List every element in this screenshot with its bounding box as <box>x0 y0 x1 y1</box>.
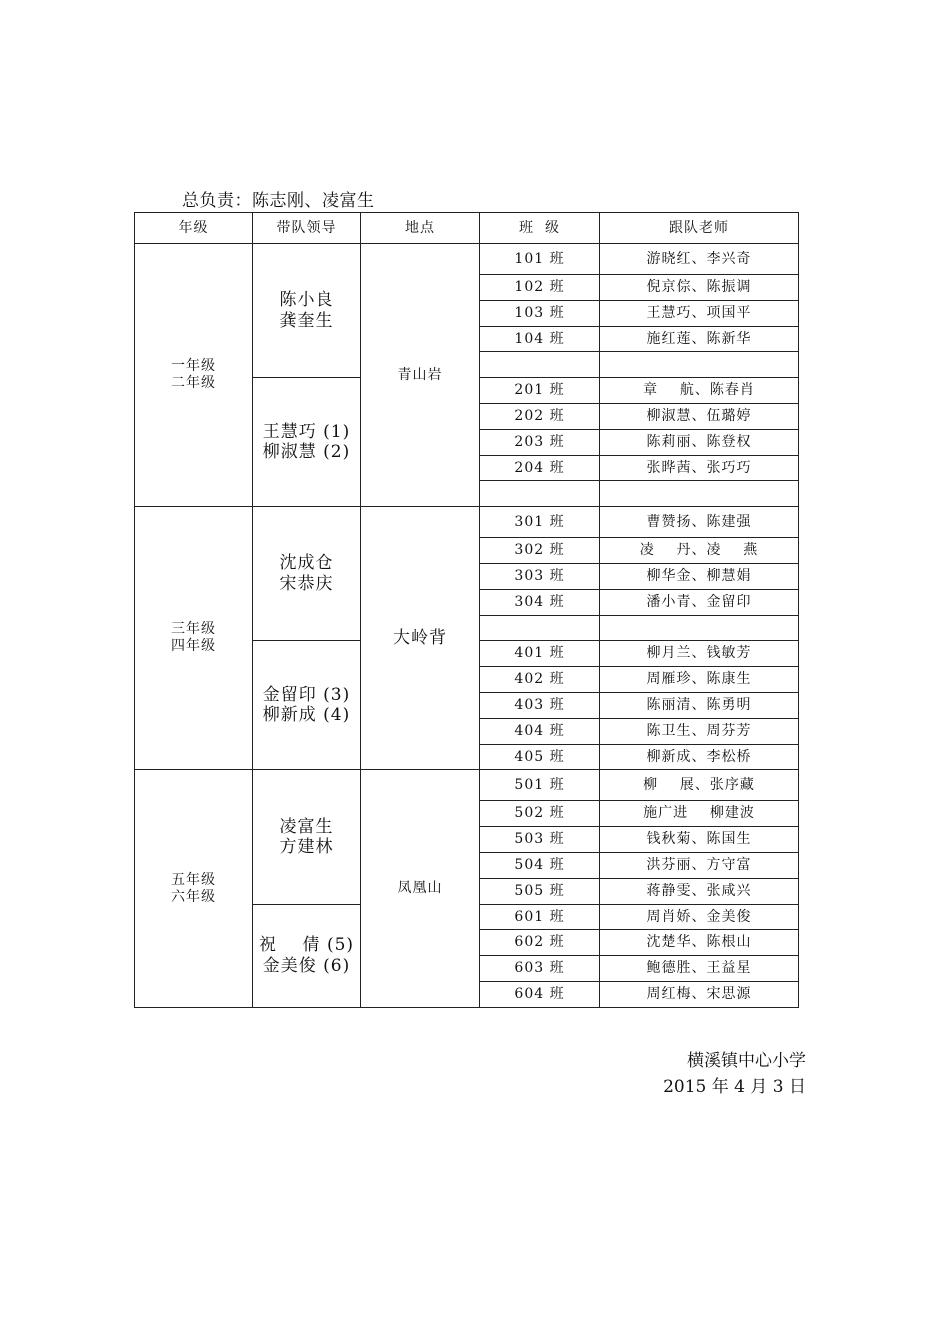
class-cell: 405 班 <box>480 744 600 770</box>
class-cell: 503 班 <box>480 827 600 853</box>
class-cell: 402 班 <box>480 667 600 693</box>
leader-name: 金留印 (3) <box>262 684 351 705</box>
col-header-teachers: 跟队老师 <box>600 213 799 244</box>
teachers-cell: 柳新成、李松桥 <box>600 744 799 770</box>
teachers-cell: 施红莲、陈新华 <box>600 326 799 352</box>
table-row <box>135 507 799 538</box>
grade-cell <box>135 770 253 1007</box>
col-header-location: 地点 <box>361 213 480 244</box>
class-cell: 203 班 <box>480 429 600 455</box>
class-cell: 303 班 <box>480 563 600 589</box>
leader-name: 王慧巧 (1) <box>262 421 351 442</box>
class-cell: 204 班 <box>480 455 600 481</box>
leader-name: 宋恭庆 <box>279 573 334 594</box>
teachers-cell: 蒋静雯、张咸兴 <box>600 878 799 904</box>
total-in-charge: 总负责：陈志刚、凌富生 <box>182 191 375 211</box>
leader-cell <box>253 378 361 507</box>
teachers-cell <box>600 615 799 641</box>
teachers-cell: 陈莉丽、陈登权 <box>600 429 799 455</box>
teachers-cell: 柳月兰、钱敏芳 <box>600 641 799 667</box>
col-header-class: 班 级 <box>480 213 600 244</box>
grade-label: 五年级 <box>171 871 216 888</box>
class-cell: 403 班 <box>480 692 600 718</box>
teachers-cell: 倪京倧、陈振调 <box>600 275 799 301</box>
teachers-cell: 沈楚华、陈根山 <box>600 930 799 956</box>
leader-cell <box>253 507 361 641</box>
table-header-row <box>135 213 799 244</box>
teachers-cell: 凌 丹、凌 燕 <box>600 538 799 564</box>
class-cell: 504 班 <box>480 852 600 878</box>
teachers-cell: 周红梅、宋思源 <box>600 981 799 1007</box>
class-cell: 505 班 <box>480 878 600 904</box>
table-row <box>135 770 799 801</box>
grade-cell <box>135 507 253 770</box>
teachers-cell: 王慧巧、项国平 <box>600 300 799 326</box>
class-cell: 604 班 <box>480 981 600 1007</box>
leader-name: 方建林 <box>279 836 334 857</box>
leader-name: 金美俊 (6) <box>262 955 351 976</box>
leader-name: 柳新成 (4) <box>262 705 351 726</box>
class-cell: 301 班 <box>480 507 600 538</box>
teachers-cell: 陈卫生、周芬芳 <box>600 718 799 744</box>
leader-cell <box>253 244 361 378</box>
teachers-cell <box>600 352 799 378</box>
teachers-cell: 洪芬丽、方守富 <box>600 852 799 878</box>
leader-name: 祝 倩 (5) <box>258 935 355 956</box>
leader-cell <box>253 904 361 1007</box>
class-cell: 304 班 <box>480 589 600 615</box>
teachers-cell: 周肖娇、金美俊 <box>600 904 799 930</box>
class-cell: 501 班 <box>480 770 600 801</box>
leader-cell <box>253 641 361 770</box>
teachers-cell: 陈丽清、陈勇明 <box>600 692 799 718</box>
class-cell: 602 班 <box>480 930 600 956</box>
grade-label: 三年级 <box>171 621 216 638</box>
teachers-cell: 施广进 柳建波 <box>600 801 799 827</box>
class-cell: 103 班 <box>480 300 600 326</box>
teachers-cell: 周雁珍、陈康生 <box>600 667 799 693</box>
leader-name: 陈小良 <box>279 290 334 311</box>
teachers-cell: 张晔茜、张巧巧 <box>600 455 799 481</box>
class-cell: 101 班 <box>480 244 600 275</box>
leader-name: 沈成仓 <box>279 553 334 574</box>
grade-label: 四年级 <box>171 638 216 655</box>
class-cell <box>480 352 600 378</box>
grade-label: 二年级 <box>171 375 216 392</box>
school-name: 横溪镇中心小学 <box>687 1051 806 1071</box>
class-cell: 104 班 <box>480 326 600 352</box>
col-header-leader: 带队领导 <box>253 213 361 244</box>
class-roster-table <box>134 212 799 1008</box>
grade-label: 一年级 <box>171 358 216 375</box>
teachers-cell: 钱秋菊、陈国生 <box>600 827 799 853</box>
leader-name: 凌富生 <box>279 816 334 837</box>
class-cell: 302 班 <box>480 538 600 564</box>
location-cell: 青山岩 <box>361 244 480 507</box>
class-cell: 202 班 <box>480 403 600 429</box>
table-body <box>135 244 799 1008</box>
class-cell: 404 班 <box>480 718 600 744</box>
teachers-cell <box>600 481 799 507</box>
col-header-grade: 年级 <box>135 213 253 244</box>
teachers-cell: 柳淑慧、伍璐婷 <box>600 403 799 429</box>
location-cell: 大岭背 <box>361 507 480 770</box>
teachers-cell: 章 航、陈春肖 <box>600 378 799 404</box>
teachers-cell: 潘小青、金留印 <box>600 589 799 615</box>
class-cell: 401 班 <box>480 641 600 667</box>
teachers-cell: 游晓红、李兴奇 <box>600 244 799 275</box>
location-cell: 凤凰山 <box>361 770 480 1007</box>
teachers-cell: 鲍德胜、王益星 <box>600 956 799 982</box>
class-cell: 603 班 <box>480 956 600 982</box>
grade-label: 六年级 <box>171 888 216 905</box>
document-date: 2015 年 4 月 3 日 <box>663 1077 806 1097</box>
teachers-cell: 曹赞扬、陈建强 <box>600 507 799 538</box>
teachers-cell: 柳华金、柳慧娟 <box>600 563 799 589</box>
leader-name: 龚奎生 <box>279 310 334 331</box>
grade-cell <box>135 244 253 507</box>
class-cell: 601 班 <box>480 904 600 930</box>
teachers-cell: 柳 展、张序藏 <box>600 770 799 801</box>
table-row <box>135 244 799 275</box>
class-cell: 102 班 <box>480 275 600 301</box>
class-cell: 201 班 <box>480 378 600 404</box>
class-cell <box>480 481 600 507</box>
leader-cell <box>253 770 361 904</box>
leader-name: 柳淑慧 (2) <box>262 442 351 463</box>
class-cell: 502 班 <box>480 801 600 827</box>
class-cell <box>480 615 600 641</box>
